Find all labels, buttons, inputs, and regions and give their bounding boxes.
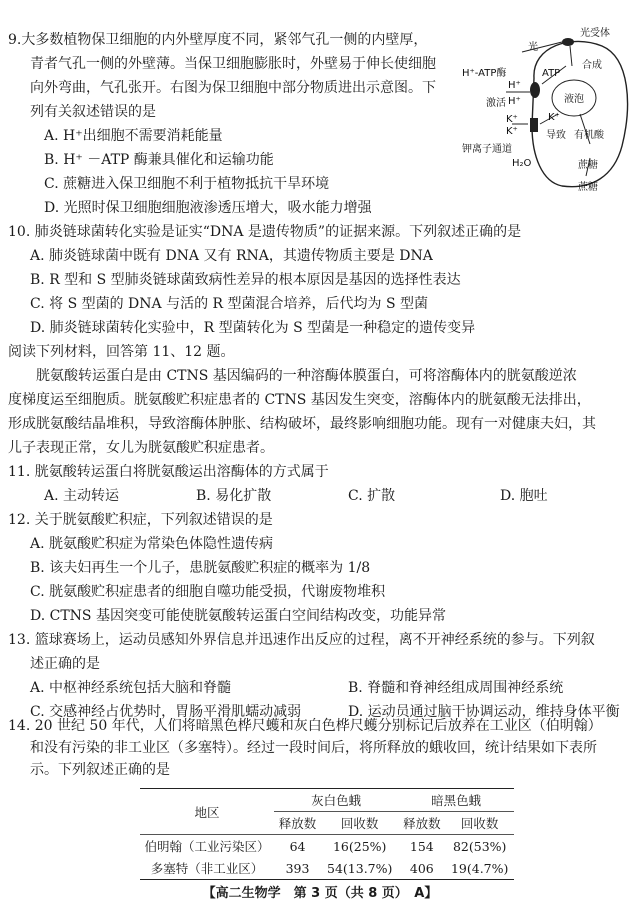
label-h1: H⁺ xyxy=(508,80,521,91)
q13-option-a: A. 中枢神经系统包括大脑和脊髓 xyxy=(30,680,232,696)
q13-option-c: C. 交感神经占优势时，胃肠平滑肌蠕动减弱 xyxy=(30,704,302,720)
q12-option-b: B. 该夫妇再生一个儿子，患胱氨酸贮积症的概率为 1/8 xyxy=(30,560,371,576)
pump-shape xyxy=(530,82,540,98)
q12-stem: 12. 关于胱氨酸贮积症，下列叙述错误的是 xyxy=(8,512,273,528)
q11-option-c: C. 扩散 xyxy=(348,488,396,504)
guard-cell-diagram xyxy=(462,26,634,194)
q12-option-c: C. 胱氨酸贮积症患者的细胞自噬功能受损，代谢废物堆积 xyxy=(30,584,386,600)
label-synth: 合成 xyxy=(582,60,602,71)
label-sucrose-in: 蔗糖 xyxy=(578,160,598,171)
label-sucrose-out: 蔗糖 xyxy=(578,182,598,193)
table-row xyxy=(140,857,514,880)
q10-stem: 10. 肺炎链球菌转化实验是证实“DNA 是遗传物质”的证据来源。下列叙述正确的是 xyxy=(8,224,522,240)
q9-option-c: C. 蔗糖进入保卫细胞不利于植物抵抗干旱环境 xyxy=(44,176,330,192)
q9-stem-line-3: 向外弯曲，气孔张开。右图为保卫细胞中部分物质进出示意图。下 xyxy=(30,80,436,96)
table-cell-region: 多塞特（非工业区） xyxy=(140,857,274,880)
table-cell: 154 xyxy=(409,838,434,854)
label-lead: 导致 xyxy=(546,130,566,141)
table-sub-recover-dark: 回收数 xyxy=(445,812,514,835)
label-pump: H⁺-ATP酶 xyxy=(462,68,507,79)
label-activate: 激活 xyxy=(486,98,506,109)
table-cell: 54(13.7%) xyxy=(321,857,398,880)
q14-stem-line-3: 示。下列叙述正确的是 xyxy=(30,762,170,778)
table-header-region: 地区 xyxy=(140,789,274,835)
reading-line-2: 度梯度运至细胞质。胱氨酸贮积症患者的 CTNS 基因发生突变，溶酶体内的胱氨酸无法排出， xyxy=(8,392,591,408)
q9-stem-line-4: 列有关叙述错误的是 xyxy=(30,104,156,120)
reading-line-1: 胱氨酸转运蛋白是由 CTNS 基因编码的一种溶酶体膜蛋白，可将溶酶体内的胱氨酸逆浓 xyxy=(36,368,577,384)
q13-option-d: D. 运动员通过脑干协调运动，维持身体平衡 xyxy=(348,704,620,720)
q11-option-d: D. 胞吐 xyxy=(500,488,548,504)
label-atp: ATP xyxy=(542,68,561,79)
reading-line-4: 儿子表现正常，女儿为胱氨酸贮积症患者。 xyxy=(8,440,274,456)
table-sub-release-gray: 释放数 xyxy=(274,812,321,835)
q12-option-d: D. CTNS 基因突变可能使胱氨酸转运蛋白空间结构改变，功能异常 xyxy=(30,608,446,624)
q9-stem-line-1: 9.大多数植物保卫细胞的内外壁厚度不同，紧邻气孔一侧的内壁厚， xyxy=(8,32,428,48)
q11-stem: 11. 胱氨酸转运蛋白将胱氨酸运出溶酶体的方式属于 xyxy=(8,464,329,480)
q14-stem-line-1: 14. 20 世纪 50 年代，人们将暗黑色桦尺蠖和灰白色桦尺蠖分别标记后放养在工业区（伯明翰） xyxy=(8,718,602,734)
table-cell: 19(4.7%) xyxy=(445,857,514,880)
table-cell: 16(25%) xyxy=(332,838,387,854)
reading-line-3: 形成胱氨酸结晶堆积，导致溶酶体肿胀、结构破坏，最终影响细胞功能。现有一对健康夫妇，其 xyxy=(8,416,596,432)
q13-option-b: B. 脊髓和脊神经组成周围神经系统 xyxy=(348,680,564,696)
receptor-shape xyxy=(562,38,574,46)
q12-option-a: A. 胱氨酸贮积症为常染色体隐性遗传病 xyxy=(30,536,274,552)
q13-stem-line-2: 述正确的是 xyxy=(30,656,100,672)
q10-option-a: A. 肺炎链球菌中既有 DNA 又有 RNA，其遗传物质主要是 DNA xyxy=(30,248,433,264)
label-k3: K⁺ xyxy=(548,112,560,123)
q9-option-a: A. H⁺出细胞不需要消耗能量 xyxy=(44,128,223,144)
label-h2: H⁺ xyxy=(508,96,521,107)
table-sub-release-dark: 释放数 xyxy=(398,812,445,835)
q9-stem-line-2: 青者气孔一侧的外壁薄。当保卫细胞膨胀时，外壁易于伸长使细胞 xyxy=(30,56,436,72)
table-row xyxy=(140,835,514,858)
q11-option-a: A. 主动转运 xyxy=(44,488,120,504)
table-cell: 393 xyxy=(274,857,321,880)
q10-option-c: C. 将 S 型菌的 DNA 与活的 R 型菌混合培养，后代均为 S 型菌 xyxy=(30,296,429,312)
table-cell: 406 xyxy=(398,857,445,880)
label-channel: 钾离子通道 xyxy=(462,144,512,155)
label-light: 光 xyxy=(528,42,538,53)
label-water: H₂O xyxy=(512,158,532,169)
label-k2: K⁺ xyxy=(506,126,518,137)
table-cell: 64 xyxy=(289,838,306,854)
q11-option-b: B. 易化扩散 xyxy=(196,488,272,504)
q14-stem-line-2: 和没有污染的非工业区（多塞特）。经过一段时间后，将所释放的蛾收回，统计结果如下表所 xyxy=(30,740,597,756)
table-header-gray: 灰白色蛾 xyxy=(274,789,398,812)
label-organic: 有机酸 xyxy=(574,130,604,141)
q9-option-d: D. 光照时保卫细胞细胞液渗透压增大，吸水能力增强 xyxy=(44,200,372,216)
table-cell-region: 伯明翰（工业污染区） xyxy=(144,839,270,854)
q10-option-d: D. 肺炎链球菌转化实验中，R 型菌转化为 S 型菌是一种稳定的遗传变异 xyxy=(30,320,476,336)
channel-shape xyxy=(530,118,538,132)
page-footer: 【高二生物学 第 3 页（共 8 页） A】 xyxy=(202,886,438,901)
table-header-dark: 暗黑色蛾 xyxy=(398,789,514,812)
q9-option-b: B. H⁺ －ATP 酶兼具催化和运输功能 xyxy=(44,152,274,168)
label-k1: K⁺ xyxy=(506,114,518,125)
table-cell: 82(53%) xyxy=(452,838,507,854)
table-sub-recover-gray: 回收数 xyxy=(321,812,398,835)
moth-table xyxy=(140,788,514,880)
label-vacuole: 液泡 xyxy=(564,94,584,105)
q10-option-b: B. R 型和 S 型肺炎链球菌致病性差异的根本原因是基因的选择性表达 xyxy=(30,272,461,288)
q13-stem-line-1: 13. 篮球赛场上，运动员感知外界信息并迅速作出反应的过程，离不开神经系统的参与。下列叙 xyxy=(8,632,595,648)
reading-intro: 阅读下列材料，回答第 11、12 题。 xyxy=(8,344,235,360)
label-receptor: 光受体 xyxy=(580,28,610,39)
